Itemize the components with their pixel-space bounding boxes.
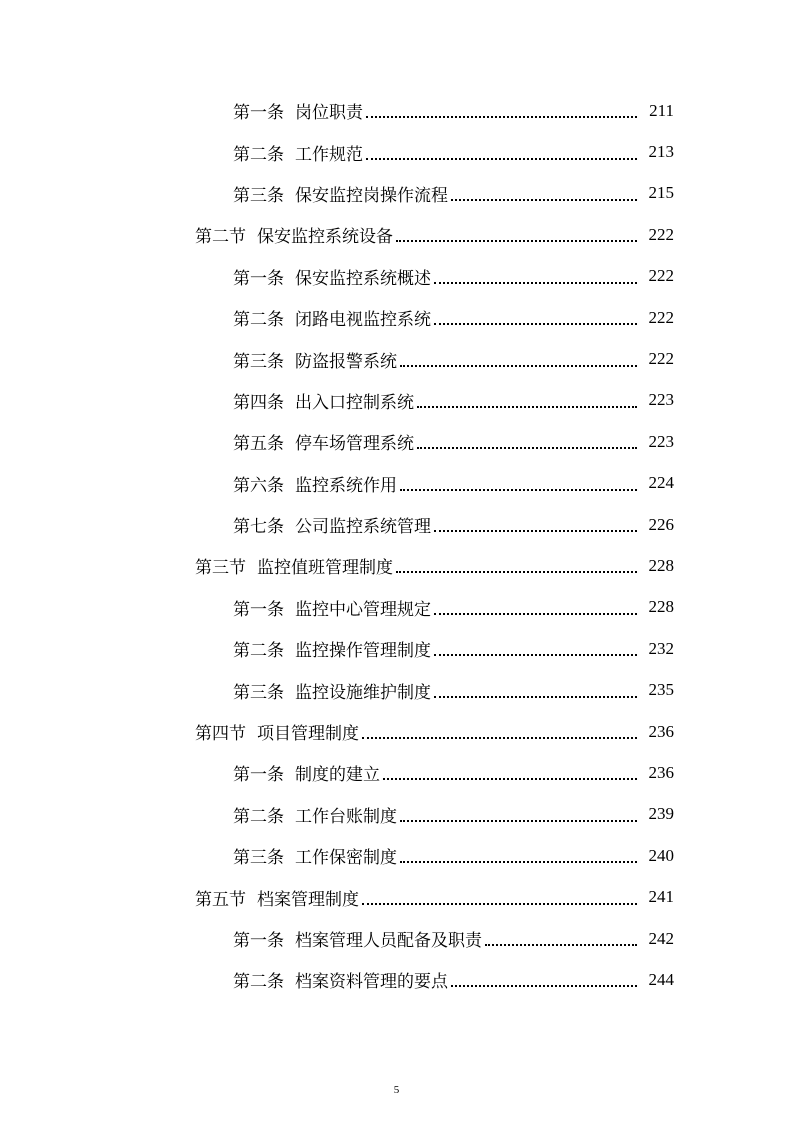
toc-entry[interactable] (0, 421, 793, 462)
toc-section-entry[interactable] (0, 214, 793, 255)
entry-number: 第四条 (233, 392, 284, 413)
section-number: 第四节 (195, 724, 246, 745)
entry-number: 第三条 (233, 682, 284, 703)
entry-title: 停车场管理系统 (295, 434, 414, 455)
entry-title: 档案管理人员配备及职责 (295, 931, 482, 951)
toc-entry[interactable] (0, 587, 793, 628)
dot-leader (451, 984, 637, 987)
section-title: 保安监控系统设备 (257, 227, 393, 248)
entry-title: 工作台账制度 (295, 806, 397, 827)
dot-leader (434, 322, 637, 325)
dot-leader (366, 157, 637, 160)
section-title: 监控值班管理制度 (257, 558, 393, 579)
dot-leader (396, 239, 637, 242)
entry-page-number: 213 (648, 142, 674, 162)
section-number: 第二节 (195, 227, 246, 248)
toc-entry[interactable] (0, 628, 793, 669)
table-of-contents (0, 90, 793, 1001)
entry-number: 第三条 (233, 351, 284, 372)
entry-title: 监控中心管理规定 (295, 599, 431, 620)
entry-number: 第二条 (233, 972, 284, 993)
dot-leader (362, 736, 637, 739)
entry-title: 闭路电视监控系统 (295, 310, 431, 331)
dot-leader (485, 943, 637, 946)
entry-page-number: 241 (648, 887, 674, 907)
entry-number: 第二条 (233, 641, 284, 662)
toc-entry[interactable] (0, 794, 793, 835)
dot-leader (366, 115, 637, 118)
dot-leader (400, 819, 637, 822)
dot-leader (434, 695, 637, 698)
toc-entry[interactable] (0, 380, 793, 421)
dot-leader (396, 570, 637, 573)
entry-number: 第三条 (233, 848, 284, 869)
entry-number: 第六条 (233, 475, 284, 496)
toc-entry[interactable] (0, 504, 793, 545)
dot-leader (434, 529, 637, 532)
entry-page-number: 239 (648, 804, 674, 824)
entry-number: 第一条 (233, 268, 284, 289)
entry-title: 公司监控系统管理 (295, 517, 431, 538)
entry-number: 第一条 (233, 599, 284, 620)
entry-title: 监控操作管理制度 (295, 641, 431, 662)
toc-section-entry[interactable] (0, 711, 793, 752)
entry-title: 工作保密制度 (295, 848, 397, 869)
entry-number: 第二条 (233, 310, 284, 331)
toc-entry[interactable] (0, 338, 793, 379)
entry-title: 监控系统作用 (295, 475, 397, 496)
entry-page-number: 223 (648, 431, 674, 451)
section-title: 项目管理制度 (257, 724, 359, 745)
toc-entry[interactable] (0, 752, 793, 793)
entry-title: 岗位职责 (295, 103, 363, 124)
entry-number: 第三条 (233, 185, 284, 206)
section-number: 第三节 (195, 558, 246, 579)
entry-page-number: 226 (648, 514, 674, 534)
dot-leader (383, 777, 637, 780)
entry-page-number: 240 (648, 845, 674, 865)
toc-entry[interactable] (0, 90, 793, 131)
entry-title: 保安监控系统概述 (295, 268, 431, 289)
entry-page-number: 236 (648, 721, 674, 741)
dot-leader (400, 488, 637, 491)
toc-entry[interactable] (0, 131, 793, 172)
entry-title: 出入口控制系统 (295, 392, 414, 413)
entry-title: 档案资料管理的要点 (295, 972, 448, 993)
entry-number: 第二条 (233, 806, 284, 827)
toc-entry[interactable] (0, 297, 793, 338)
entry-number: 第七条 (233, 517, 284, 538)
toc-entry[interactable] (0, 918, 793, 959)
toc-entry[interactable] (0, 959, 793, 1000)
entry-page-number: 244 (648, 969, 674, 989)
toc-entry[interactable] (0, 669, 793, 710)
dot-leader (434, 612, 637, 615)
entry-page-number: 211 (649, 100, 674, 120)
entry-page-number: 228 (648, 555, 674, 575)
toc-section-entry[interactable] (0, 876, 793, 917)
entry-number: 第一条 (233, 931, 284, 951)
entry-number: 第五条 (233, 434, 284, 455)
dot-leader (400, 860, 637, 863)
section-title: 档案管理制度 (257, 889, 359, 910)
entry-page-number: 215 (648, 183, 674, 203)
toc-entry[interactable] (0, 463, 793, 504)
dot-leader (451, 198, 637, 201)
entry-page-number: 223 (648, 390, 674, 410)
entry-title: 保安监控岗操作流程 (295, 185, 448, 206)
page-number: 5 (393, 1084, 400, 1096)
toc-entry[interactable] (0, 256, 793, 297)
entry-title: 监控设施维护制度 (295, 682, 431, 703)
entry-title: 制度的建立 (295, 765, 380, 786)
entry-page-number: 236 (648, 762, 674, 782)
entry-title: 工作规范 (295, 144, 363, 165)
entry-number: 第一条 (233, 765, 284, 786)
entry-page-number: 222 (648, 349, 674, 369)
dot-leader (362, 902, 637, 905)
entry-page-number: 242 (648, 928, 674, 948)
entry-page-number: 235 (648, 680, 674, 700)
dot-leader (417, 405, 637, 408)
toc-section-entry[interactable] (0, 545, 793, 586)
dot-leader (417, 446, 637, 449)
entry-page-number: 228 (648, 597, 674, 617)
entry-title: 防盗报警系统 (295, 351, 397, 372)
dot-leader (400, 364, 637, 367)
entry-page-number: 222 (648, 266, 674, 286)
entry-number: 第一条 (233, 103, 284, 124)
entry-number: 第二条 (233, 144, 284, 165)
entry-page-number: 222 (648, 307, 674, 327)
section-number: 第五节 (195, 889, 246, 910)
toc-entry[interactable] (0, 835, 793, 876)
entry-page-number: 222 (648, 224, 674, 244)
toc-entry[interactable] (0, 173, 793, 214)
entry-page-number: 224 (648, 473, 674, 493)
entry-page-number: 232 (648, 638, 674, 658)
dot-leader (434, 653, 637, 656)
dot-leader (434, 281, 637, 284)
